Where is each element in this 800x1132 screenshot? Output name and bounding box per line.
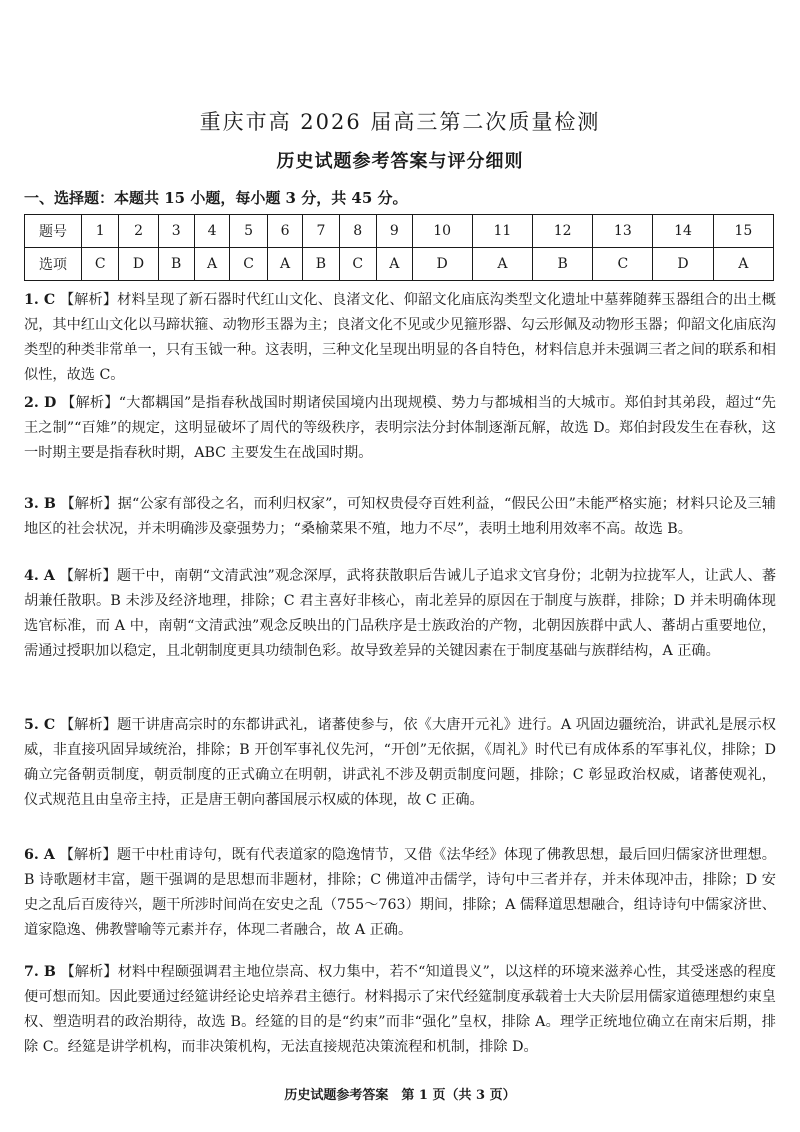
question-number: 9	[376, 215, 412, 248]
item-number: 1. C	[24, 292, 56, 308]
question-number: 5	[230, 215, 267, 248]
question-number: 7	[303, 215, 339, 248]
answer-cell: B	[158, 248, 194, 281]
answer-table	[24, 214, 774, 281]
answer-row	[25, 248, 774, 281]
section-heading: 一、选择题：本题共 15 小题，每小题 3 分，共 45 分。	[24, 189, 408, 207]
explanation-item-7	[24, 960, 776, 1060]
answer-cell: D	[653, 248, 713, 281]
question-number: 11	[472, 215, 532, 248]
answer-cell: A	[713, 248, 773, 281]
explanation-item-3	[24, 492, 776, 542]
answer-cell: D	[119, 248, 158, 281]
answer-cell: B	[303, 248, 339, 281]
answer-cell: C	[593, 248, 653, 281]
answer-cell: C	[339, 248, 376, 281]
item-text: 【解析】材料中程颐强调君主地位崇高、权力集中，若不“知道畏义”，以这样的环境来滋养心性，其受迷惑的程度便可想而知。因此要通过经筵讲经论史培养君主德行。材料揭示了宋代经筵制度承载着士大夫阶层用儒家道德理想约束皇权、塑造明君的政治期待，故选 B。经筵的目的是“约束”而非“强化”皇权，排除 A。理学正统地位确立在南宋后期，排除 C。经筵是讲学机构，而非决策机构，无法直接规范决策流程和机制，排除 D。	[24, 964, 776, 1055]
question-number: 3	[158, 215, 194, 248]
row-label-question: 题号	[25, 215, 82, 248]
explanation-item-4	[24, 564, 776, 664]
item-text: 【解析】据“公家有部役之名，而利归权家”，可知权贵侵夺百姓利益，“假民公田”未能严格实施；材料只论及三辅地区的社会状况，并未明确涉及豪强势力；“桑榆菜果不殖，地力不尽”，表明土地利用效率不高。故选 B。	[24, 496, 776, 537]
item-text: 【解析】题干中，南朝“文清武浊”观念深厚，武将获散职后告诫儿子追求文官身份；北朝为拉拢军人，让武人、蕃胡兼任散职。B 未涉及经济地理，排除；C 君主喜好非核心，南北差异的原因在于制度与族群，排除；D 并未明确体现选官标准，而 A 中，南朝“文清武浊”观念反映出的门品秩序是士族政治的产物，北朝因族群中武人、蕃胡占重要地位，需通过授职加以稳定，且北朝制度更具功绩制色彩。故导致差异的关键因素在于制度基础与族群结构，A 正确。	[24, 568, 777, 659]
question-number: 6	[267, 215, 303, 248]
page-title: 重庆市高 2026 届高三第二次质量检测	[199, 110, 601, 134]
explanation-item-1	[24, 288, 776, 388]
answer-cell: D	[412, 248, 472, 281]
question-number: 14	[653, 215, 713, 248]
question-number: 8	[339, 215, 376, 248]
question-number: 1	[82, 215, 119, 248]
answer-cell: A	[376, 248, 412, 281]
explanation-item-5	[24, 713, 776, 813]
item-text: 【解析】题干讲唐高宗时的东都讲武礼，诸蕃使参与，依《大唐开元礼》进行。A 巩固边疆统治，讲武礼是展示权威，非直接巩固异域统治，排除；B 开创军事礼仪先河，“开创”无依据，《周礼》时代已有成体系的军事礼仪，排除；D 确立完备朝贡制度，朝贡制度的正式确立在明朝，讲武礼不涉及朝贡制度问题，排除；C 彰显政治权威，诸蕃使观礼，仪式规范且由皇帝主持，正是唐王朝向蕃国展示权威的体现，故 C 正确。	[24, 717, 776, 808]
item-number: 4. A	[24, 568, 55, 584]
question-number-row	[25, 215, 774, 248]
item-number: 5. C	[24, 717, 56, 733]
item-text: 【解析】材料呈现了新石器时代红山文化、良渚文化、仰韶文化庙底沟类型文化遗址中墓葬随葬玉器组合的出土概况，其中红山文化以马蹄状箍、动物形玉器为主；良渚文化不见或少见箍形器、勾云形佩及动物形玉器；仰韶文化庙底沟类型的种类非常单一，只有玉钺一种。这表明，三种文化呈现出明显的各自特色，材料信息并未强调三者之间的联系和相似性，故选 C。	[24, 292, 776, 383]
page-footer: 历史试题参考答案 第 1 页（共 3 页）	[284, 1088, 516, 1103]
question-number: 12	[533, 215, 593, 248]
question-number: 13	[593, 215, 653, 248]
answer-cell: C	[230, 248, 267, 281]
row-label-answer: 选项	[25, 248, 82, 281]
question-number: 10	[412, 215, 472, 248]
answer-cell: A	[472, 248, 532, 281]
item-text: 【解析】“大都耦国”是指春秋战国时期诸侯国境内出现规模、势力与都城相当的大城市。郑伯封其弟段，超过“先王之制”“百雉”的规定，这明显破坏了周代的等级秩序，表明宗法分封体制逐渐瓦解，故选 D。郑伯封段发生在春秋，这一时期主要是指春秋时期，ABC 主要发生在战国时期。	[24, 395, 776, 461]
question-number: 15	[713, 215, 773, 248]
explanation-item-6	[24, 843, 776, 943]
answer-cell: A	[267, 248, 303, 281]
explanation-item-2	[24, 391, 776, 466]
answer-cell: A	[194, 248, 230, 281]
item-number: 6. A	[24, 847, 55, 863]
page-subtitle: 历史试题参考答案与评分细则	[276, 151, 524, 172]
question-number: 4	[194, 215, 230, 248]
item-number: 3. B	[24, 496, 56, 512]
answer-cell: B	[533, 248, 593, 281]
answer-cell: C	[82, 248, 119, 281]
item-number: 2. D	[24, 395, 57, 411]
item-text: 【解析】题干中杜甫诗句，既有代表道家的隐逸情节，又借《法华经》体现了佛教思想，最后回归儒家济世理想。B 诗歌题材丰富，题干强调的是思想而非题材，排除；C 佛道冲击儒学，诗句中三者并存，并未体现冲击，排除；D 安史之乱后百废待兴，题干所涉时间尚在安史之乱（755～763）期间，排除；A 儒释道思想融合，组诗诗句中儒家济世、道家隐逸、佛教譬喻等元素并存，体现二者融合，故 A 正确。	[24, 847, 776, 938]
item-number: 7. B	[24, 964, 56, 980]
question-number: 2	[119, 215, 158, 248]
